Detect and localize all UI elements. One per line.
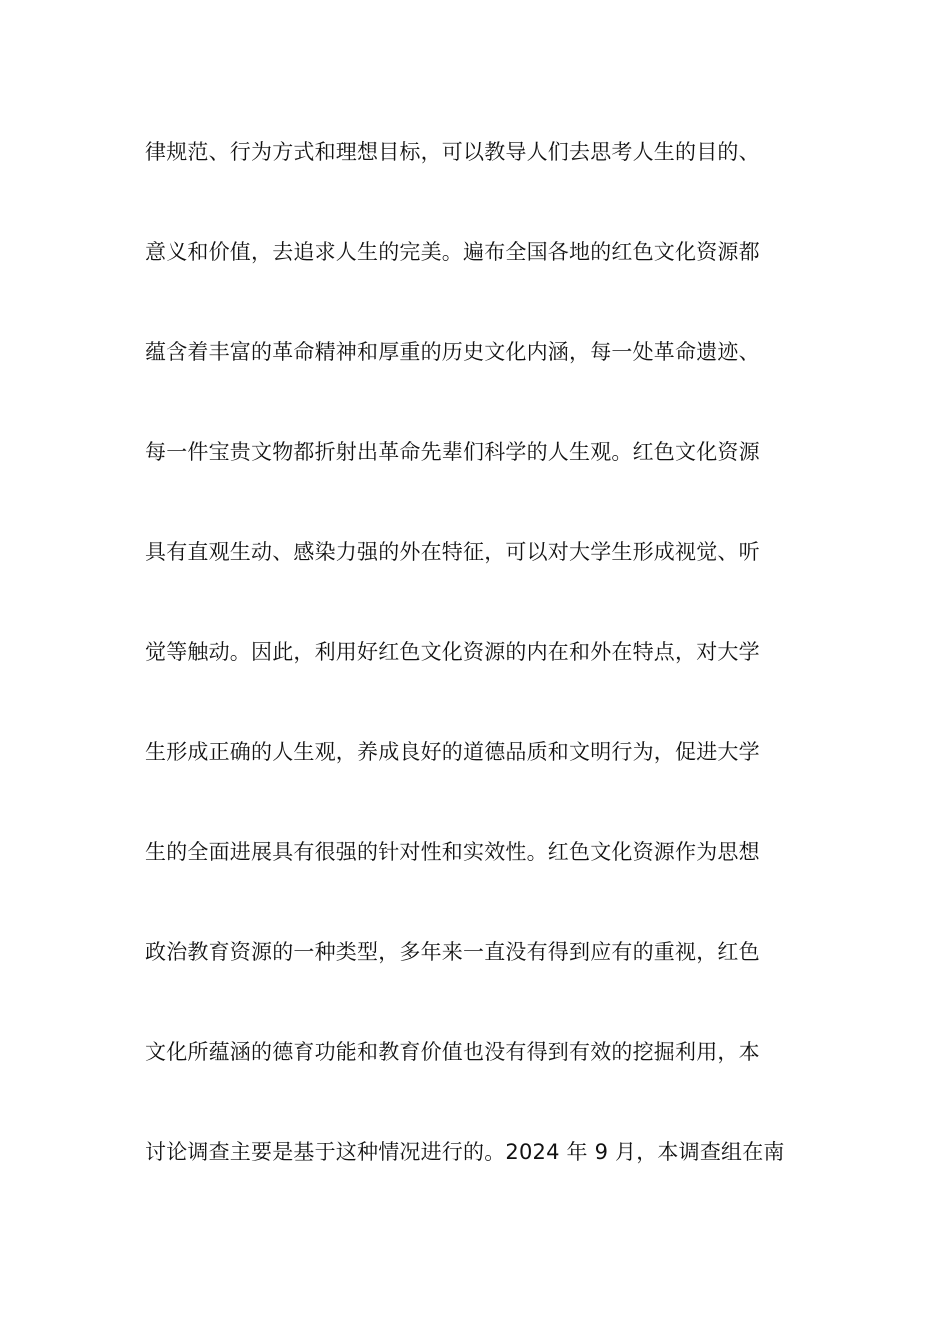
text-line: 觉等触动。因此，利用好红色文化资源的内在和外在特点，对大学 (145, 640, 760, 664)
text-line: 意义和价值，去追求人生的完美。遍布全国各地的红色文化资源都 (145, 240, 760, 264)
text-line: 每一件宝贵文物都折射出革命先辈们科学的人生观。红色文化资源 (145, 440, 760, 464)
text-line: 生形成正确的人生观，养成良好的道德品质和文明行为，促进大学 (145, 740, 760, 764)
text-line: 文化所蕴涵的德育功能和教育价值也没有得到有效的挖掘利用，本 (145, 1040, 760, 1064)
text-line: 生的全面进展具有很强的针对性和实效性。红色文化资源作为思想 (145, 840, 760, 864)
text-line: 律规范、行为方式和理想目标，可以教导人们去思考人生的目的、 (145, 140, 760, 164)
body-text (145, 124, 810, 1224)
text-line: 讨论调查主要是基于这种情况进行的。2024 年 9 月，本调查组在南 (145, 1140, 785, 1164)
text-line: 政治教育资源的一种类型，多年来一直没有得到应有的重视，红色 (145, 940, 760, 964)
text-line: 蕴含着丰富的革命精神和厚重的历史文化内涵，每一处革命遗迹、 (145, 340, 760, 364)
text-line: 具有直观生动、感染力强的外在特征，可以对大学生形成视觉、听 (145, 540, 760, 564)
